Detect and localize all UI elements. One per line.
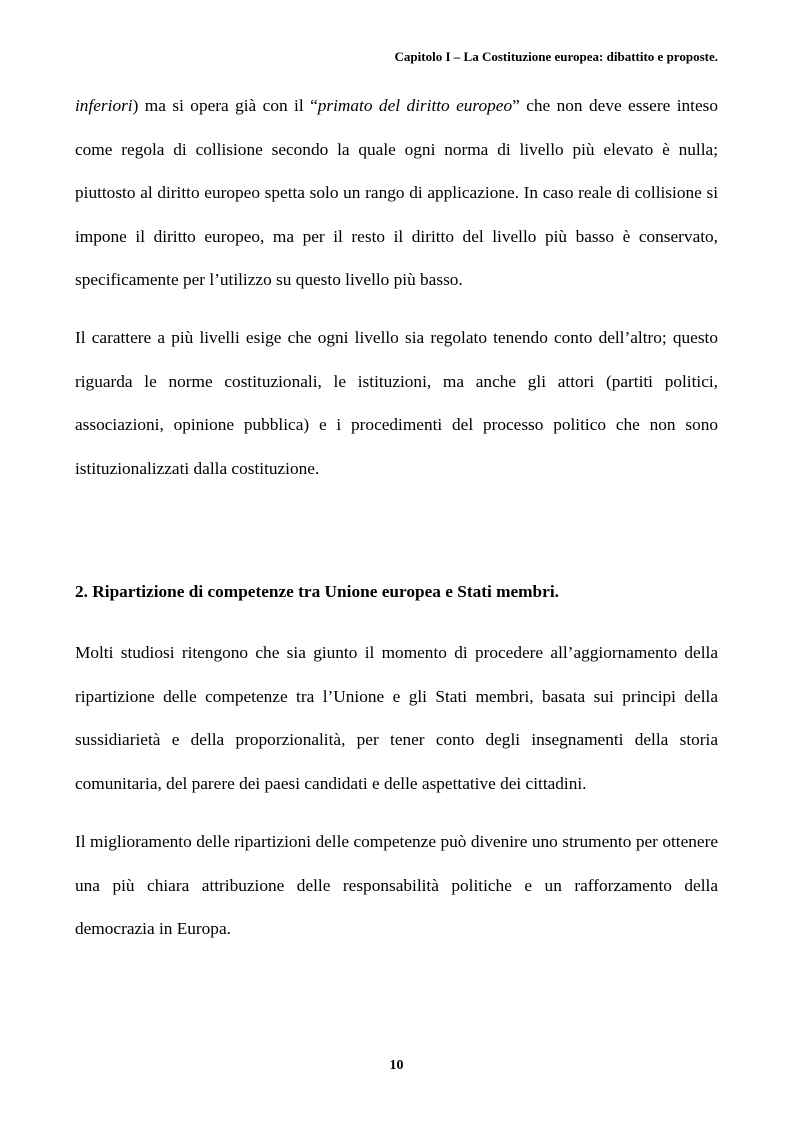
section-heading: 2. Ripartizione di competenze tra Unione europea e Stati membri. xyxy=(75,582,559,601)
italic-term-inferiori: inferiori xyxy=(75,96,133,115)
paragraph-text: ) ma si opera già con il “ xyxy=(132,96,318,115)
paragraph-multilevel: Il carattere a più livelli esige che ogni livello sia regolato tenendo conto dell’altro; questo riguarda le norme costituzionali, le istituzioni, ma anche gli attori (partiti politici, associazioni, opinione pubblica) e i procedimenti del processo politico che non sono istituzionalizzati dalla costituzione. xyxy=(75,328,718,478)
paragraph-improvement: Il miglioramento delle ripartizioni delle competenze può divenire uno strumento per ottenere una più chiara attribuzione delle responsabilità politiche e un rafforzamento della democrazia in Europa. xyxy=(75,832,718,938)
italic-term-primato: primato del diritto europeo xyxy=(317,96,513,115)
running-header: Capitolo I – La Costituzione europea: dibattito e proposte. xyxy=(394,49,718,64)
paragraph-primato xyxy=(75,84,718,302)
paragraph-competences: Molti studiosi ritengono che sia giunto il momento di procedere all’aggiornamento della ripartizione delle competenze tra l’Unione e gli Stati membri, basata sui principi della sussidiarietà e della proporzionalità, per tener conto degli insegnamenti della storia comunitaria, del parere dei paesi candidati e delle aspettative dei cittadini. xyxy=(75,643,718,793)
paragraph-text: ” che non deve essere inteso come regola di collisione secondo la quale ogni norma di livello più elevato è nulla; piuttosto al diritto europeo spetta solo un rango di applicazione. In caso reale di collisione si impone il diritto europeo, ma per il resto il diritto del livello più basso è conservato, specificamente per l’utilizzo su questo livello più basso. xyxy=(75,96,718,289)
page-number: 10 xyxy=(389,1058,404,1073)
